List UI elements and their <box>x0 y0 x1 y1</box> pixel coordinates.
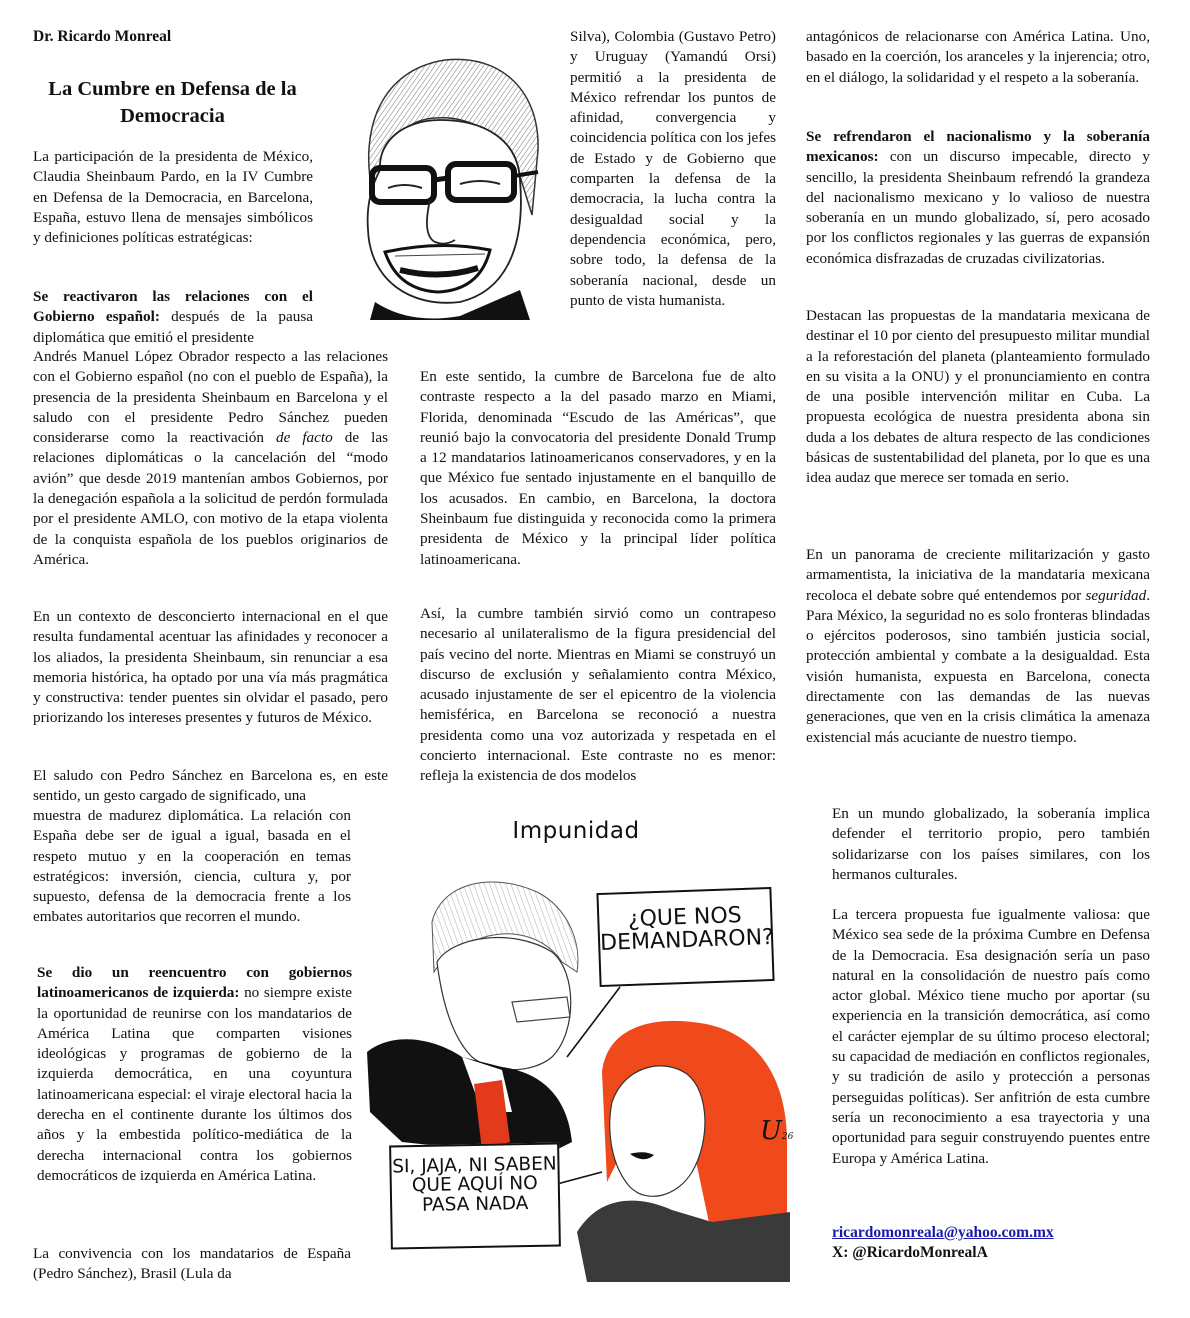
article-title: La Cumbre en Defensa de la Democracia <box>48 78 297 127</box>
caricature-drawing <box>350 40 545 320</box>
paragraph-latam: Se dio un reencuentro con gobiernos latinoamericanos de izquierda: no siempre existe la oportunidad de reunirse con los mandatarios de América Latina que comparten visiones ideológicas y programas de gobierno de la izquierda democrática, en una coyuntura latinoamericana especial: el viraje electoral hacia la derecha en el continente durante los últimos dos años y la embestida político-mediática de la derecha internacional contra los gobiernos democráticos de izquierda en América Latina. <box>37 964 352 1184</box>
x-handle: X: @RicardoMonrealA <box>832 1244 988 1261</box>
paragraph-convivencia-b: Silva), Colombia (Gustavo Petro) y Uruguay (Yamandú Orsi) permitió a la presidenta de México refrendar los puntos de afinidad, convergencia y coincidencia política con los jefes de Estado y de Gobierno que comparten la defensa de la democracia, la lucha contra la desigualdad social y la dependencia económica, pero, sobre todo, la defensa de la soberanía nacional, desde un punto de vista humanista. <box>570 28 776 309</box>
cartoon-title: Impunidad <box>512 818 640 844</box>
email-link[interactable]: ricardomonreala@yahoo.com.mx <box>832 1224 1054 1241</box>
paragraph-tercera: La tercera propuesta fue igualmente valiosa: que México sea sede de la próxima Cumbre en Defensa de la Democracia. Esa designación sería un paso natural en la consolidación de nuestro país como actor global. México tiene mucho por aportar (su experiencia en la transición democrática, así como el carácter ejemplar de su último proceso electoral; su capacidad de mediación en conflictos regionales, y su tradición de asilo y protección a personas perseguidas políticas). Ser anfitrión de esta cumbre sería un reconocimiento a esa trayectoria y una oportunidad para seguir construyendo puentes entre Europa y América Latina. <box>832 906 1150 1167</box>
paragraph-panorama: En un panorama de creciente militarización y gasto armamentista, la iniciativa de la mandataria mexicana recoloca el debate sobre qué entendemos por seguridad. Para México, la seguridad no es solo fronteras blindadas o ejércitos poderosos, sino también justicia social, protección ambiental y combate a la desigualdad. Esta visión humanista, expuesta en Barcelona, conecta directamente con las demandas de las nuevas generaciones, que ven en la crisis climática la amenaza existencial más acuciante de nuestro tiempo. <box>806 546 1150 746</box>
speech-bubble-man: ¿QUE NOS DEMANDARON? <box>596 887 774 987</box>
speech-bubble-woman: SI, JAJA, NI SABEN QUE AQUÍ NO PASA NADA <box>389 1143 561 1250</box>
section-heading-nacionalismo: Se refrendaron el nacionalismo y la soberanía mexicanos: <box>806 128 1150 166</box>
contact-info <box>832 1223 1054 1263</box>
paragraph-contrapeso: Así, la cumbre también sirvió como un contrapeso necesario al unilateralismo de la figura presidencial del país vecino del norte. Mientras en Miami se construyó un discurso de exclusión y señalamiento contra México, acusado injustamente de ser el epicentro de la violencia hemisférica, en Barcelona se reconoció a nuestra presidenta como una voz autorizada y respetada en el concierto internacional. Este contraste no es menor: refleja la existencia de dos modelos <box>420 605 776 785</box>
paragraph-contrapeso-cont: antagónicos de relacionarse con América Latina. Uno, basado en la coerción, los aranceles y la injerencia; otro, en el diálogo, la solidaridad y el respeto a la soberanía. <box>806 28 1150 86</box>
paragraph-saludo-a: El saludo con Pedro Sánchez en Barcelona es, en este sentido, un gesto cargado de significado, una <box>33 767 388 805</box>
author-byline: Dr. Ricardo Monreal <box>33 28 172 45</box>
cartoonist-signature: U26 <box>760 1116 794 1146</box>
editorial-cartoon <box>362 812 794 1282</box>
paragraph-contraste: En este sentido, la cumbre de Barcelona fue de alto contraste respecto a la del pasado marzo en Miami, Florida, denominada “Escudo de las Américas”, que reunió bajo la convocatoria del presidente Donald Trump a 12 mandatarios latinoamericanos conservadores, y en la que México fue sentado injustamente en el banquillo de los acusados. En cambio, en Barcelona, la doctora Sheinbaum fue distinguida y reconocida como la primera presidenta de México y la principal líder política latinoamericana. <box>420 368 776 568</box>
author-caricature <box>350 40 545 320</box>
woman-face <box>610 1066 705 1196</box>
paragraph-nacionalismo: Se refrendaron el nacionalismo y la soberanía mexicanos: con un discurso impecable, directo y sencillo, la presidenta Sheinbaum refrendó la grandeza del nacionalismo mexicano y lo valioso de nuestra soberanía en un mundo globalizado, sí, pero acosado por los conflictos regionales y las guerras de expansión económica disfrazadas de cruzadas civilizatorias. <box>806 128 1150 267</box>
paragraph-spain-a: Se reactivaron las relaciones con el Gobierno español: después de la pausa diplomática que emitió el presidente <box>33 288 313 346</box>
man-face <box>437 938 571 1070</box>
paragraph-propuestas: Destacan las propuestas de la mandataria mexicana de destinar el 10 por ciento del presupuesto militar mundial a la reforestación del planeta (planteamiento formulado en su visita a la ONU) y el pronunciamiento en contra de una posible intervención militar en Cuba. La propuesta ecológica de nuestra presidenta abona sin duda a los debates de altura respecto de las condiciones básicas de sustentabilidad del planeta, por lo que es una idea audaz que merece ser tomada en serio. <box>806 307 1150 487</box>
section-heading-spain: Se reactivaron las relaciones con el Gobierno español: <box>33 288 313 326</box>
intro-paragraph: La participación de la presidenta de México, Claudia Sheinbaum Pardo, en la IV Cumbre en Defensa de la Democracia, en Barcelona, España, estuvo llena de mensajes simbólicos y definiciones políticas estratégicas: <box>33 148 313 247</box>
paragraph-spain-b: Andrés Manuel López Obrador respecto a las relaciones con el Gobierno español (no con el pueblo de España), la presencia de la presidenta Sheinbaum en Barcelona y el saludo con el presidente Pedro Sánchez pueden considerarse como la reactivación de facto de las relaciones diplomáticas o la cancelación del “modo avión” que desde 2019 mantenían ambos Gobiernos, por la denegación española a la solicitud de perdón formulada por el presidente AMLO, con motivo de la etapa violenta de la conquista española de los pueblos originarios de América. <box>33 348 389 568</box>
paragraph-convivencia-a: La convivencia con los mandatarios de España (Pedro Sánchez), Brasil (Lula da <box>33 1245 351 1283</box>
paragraph-saludo-b: muestra de madurez diplomática. La relación con España debe ser de igual a igual, basada en el respeto mutuo y en la cooperación en temas estratégicos: inversión, ciencia, cultura y, por supuesto, defensa de la democracia frente a los embates autoritarios que recorren el mundo. <box>33 807 351 926</box>
paragraph-mundo: En un mundo globalizado, la soberanía implica defender el territorio propio, pero también solidarizarse con los países similares, con los hermanos culturales. <box>832 805 1150 883</box>
paragraph-context: En un contexto de desconcierto internacional en el que resulta fundamental acentuar las afinidades y reconocer a los aliados, la presidenta Sheinbaum, sin renunciar a esa memoria histórica, ha optado por una vía más pragmática y constructiva: tender puentes sin olvidar el pasado, pero priorizando los intereses presentes y futuros de México. <box>33 608 388 727</box>
section-heading-latam: Se dio un reencuentro con gobiernos latinoamericanos de izquierda: <box>37 964 352 1002</box>
